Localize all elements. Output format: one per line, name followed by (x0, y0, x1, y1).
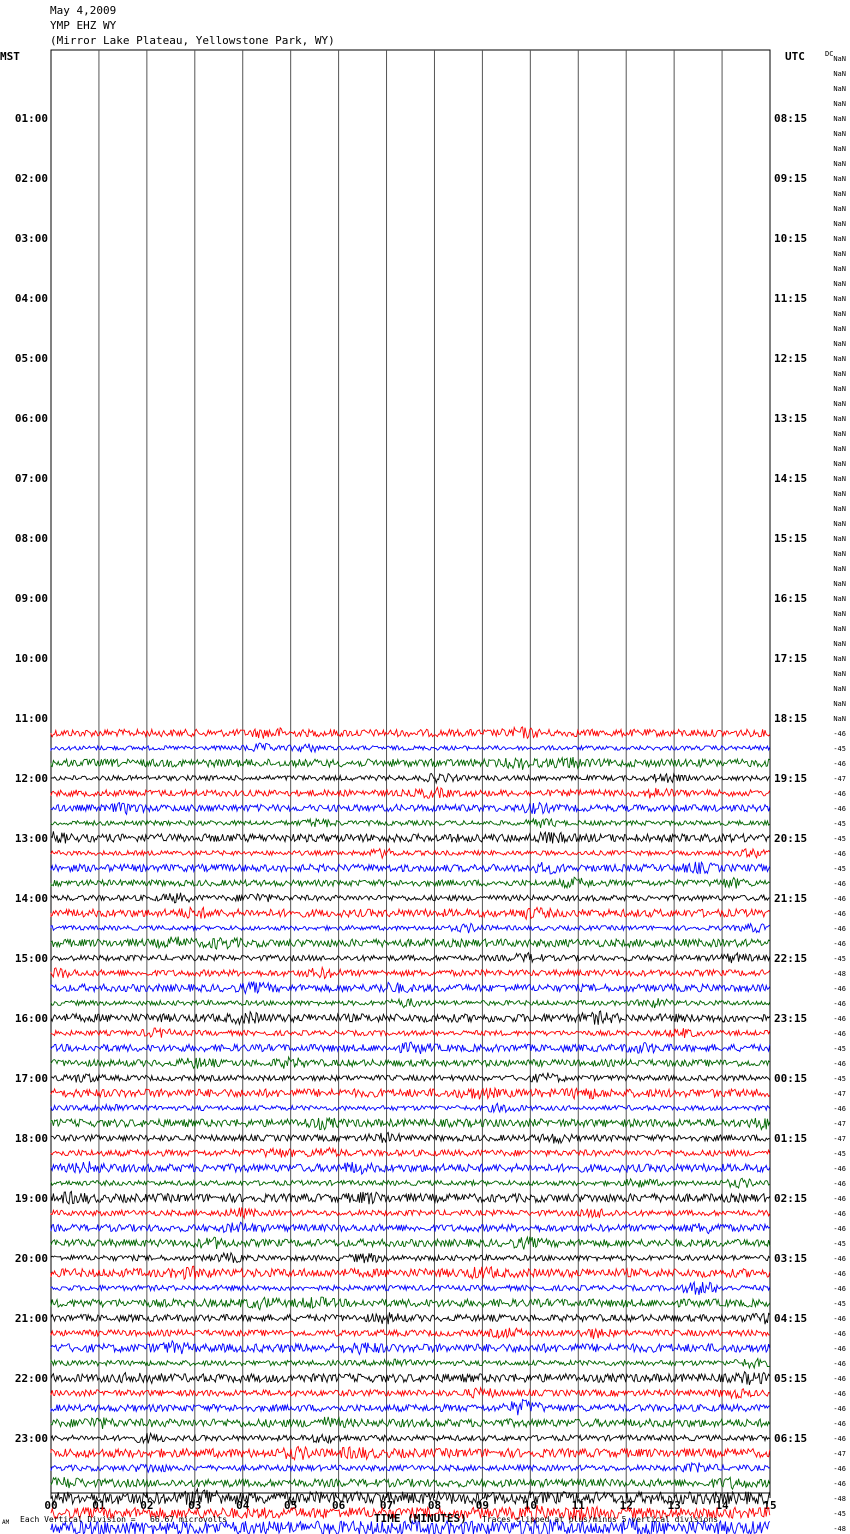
dc-offset-label: NaN (833, 460, 846, 468)
seismic-trace (51, 1359, 770, 1369)
x-tick-label: 04 (236, 1499, 250, 1512)
x-tick-label: 11 (571, 1499, 585, 1512)
x-tick-label: 15 (763, 1499, 777, 1512)
mst-hour-label: 05:00 (14, 352, 48, 365)
dc-offset-label: -45 (833, 820, 846, 828)
seismic-trace (51, 803, 770, 815)
dc-offset-label: NaN (833, 85, 846, 93)
utc-hour-label: 21:15 (774, 892, 808, 905)
utc-hour-label: 11:15 (774, 292, 808, 305)
utc-label: UTC (785, 50, 805, 63)
dc-offset-label: -46 (833, 790, 846, 798)
dc-offset-label: -46 (833, 1030, 846, 1038)
utc-hour-label: 10:15 (774, 232, 808, 245)
dc-offset-label: -46 (833, 1360, 846, 1368)
seismic-trace (51, 1191, 770, 1204)
seismic-trace (51, 1132, 770, 1143)
dc-offset-label: -46 (833, 1270, 846, 1278)
clip-note: Traces clipped at plus/minus 5 vertical divisions (482, 1515, 719, 1524)
dc-offset-label: NaN (833, 250, 846, 258)
utc-hour-label: 12:15 (774, 352, 808, 365)
dc-offset-label: -47 (833, 775, 846, 783)
seismic-trace (51, 1400, 770, 1416)
seismic-trace (51, 757, 770, 770)
seismic-trace (51, 877, 770, 888)
dc-offset-label: -48 (833, 1495, 846, 1503)
mst-hour-label: 21:00 (14, 1312, 48, 1325)
dc-offset-label: NaN (833, 235, 846, 243)
dc-offset-label: -45 (833, 1300, 846, 1308)
dc-offset-label: NaN (833, 160, 846, 168)
mst-hour-label: 07:00 (14, 472, 48, 485)
dc-offset-label: -46 (833, 1180, 846, 1188)
dc-offset-label: -45 (833, 865, 846, 873)
dc-offset-label: NaN (833, 550, 846, 558)
dc-offset-label: -48 (833, 1525, 846, 1533)
dc-offset-label: -46 (833, 1480, 846, 1488)
dc-offset-label: -46 (833, 1435, 846, 1443)
utc-hour-label: 08:15 (774, 112, 808, 125)
seismic-trace (51, 1028, 770, 1038)
dc-offset-label: NaN (833, 490, 846, 498)
dc-offset-label: -46 (833, 1345, 846, 1353)
dc-offset-label: NaN (833, 655, 846, 663)
dc-offset-label: -45 (833, 955, 846, 963)
dc-offset-label: NaN (833, 580, 846, 588)
x-tick-label: 06 (331, 1499, 346, 1512)
dc-offset-label: NaN (833, 100, 846, 108)
seismic-trace (51, 1417, 770, 1429)
seismic-trace (51, 982, 770, 994)
seismic-trace (51, 893, 770, 903)
seismic-trace (51, 1297, 770, 1310)
dc-offset-label: -47 (833, 1450, 846, 1458)
seismic-trace (51, 1118, 770, 1130)
dc-offset-label: -46 (833, 1015, 846, 1023)
dc-offset-label: NaN (833, 115, 846, 123)
seismic-trace (51, 1237, 770, 1250)
utc-hour-label: 09:15 (774, 172, 808, 185)
dc-offset-label: -46 (833, 1225, 846, 1233)
dc-offset-label: NaN (833, 280, 846, 288)
dc-offset-label: -47 (833, 1135, 846, 1143)
seismic-trace (51, 1433, 770, 1443)
x-tick-label: 14 (715, 1499, 729, 1512)
seismic-trace (51, 1282, 770, 1295)
dc-offset-label: NaN (833, 265, 846, 273)
mst-hour-label: 08:00 (14, 532, 48, 545)
dc-offset-label: NaN (833, 595, 846, 603)
dc-offset-label: -46 (833, 805, 846, 813)
seismic-trace (51, 1161, 770, 1174)
dc-offset-label: -48 (833, 970, 846, 978)
utc-hour-label: 16:15 (774, 592, 808, 605)
seismic-trace (51, 1312, 770, 1324)
dc-offset-label: NaN (833, 685, 846, 693)
dc-offset-label: -45 (833, 1075, 846, 1083)
seismic-trace (51, 1388, 770, 1399)
seismic-trace (51, 967, 770, 978)
seismic-trace (51, 1489, 770, 1507)
dc-offset-label: NaN (833, 310, 846, 318)
seismic-trace (51, 787, 770, 798)
dc-offset-label: -46 (833, 925, 846, 933)
dc-offset-label: -46 (833, 985, 846, 993)
utc-hour-label: 03:15 (774, 1252, 808, 1265)
seismic-trace (51, 923, 770, 933)
dc-offset-label: -45 (833, 1150, 846, 1158)
station-location: (Mirror Lake Plateau, Yellowstone Park, WY) (50, 34, 335, 47)
dc-offset-label: NaN (833, 475, 846, 483)
dc-offset-label: NaN (833, 625, 846, 633)
dc-offset-label: NaN (833, 325, 846, 333)
x-tick-label: 12 (619, 1499, 633, 1512)
mst-hour-label: 18:00 (14, 1132, 48, 1145)
mst-hour-label: 12:00 (14, 772, 48, 785)
utc-hour-label: 04:15 (774, 1312, 808, 1325)
dc-offset-label: -46 (833, 1165, 846, 1173)
utc-hour-label: 06:15 (774, 1432, 808, 1445)
dc-offset-label: -45 (833, 745, 846, 753)
seismic-trace (51, 727, 770, 739)
x-axis-title: TIME (MINUTES) (374, 1512, 467, 1525)
dc-offset-label: NaN (833, 445, 846, 453)
dc-offset-label: NaN (833, 295, 846, 303)
x-tick-label: 03 (188, 1499, 202, 1512)
seismic-trace (51, 743, 770, 752)
mst-hour-label: 13:00 (14, 832, 48, 845)
dc-offset-label: -46 (833, 1210, 846, 1218)
dc-offset-label: -45 (833, 1045, 846, 1053)
seismic-trace (51, 1222, 770, 1233)
seismic-trace (51, 937, 770, 950)
dc-offset-label: NaN (833, 220, 846, 228)
seismic-trace (51, 1088, 770, 1099)
mst-hour-label: 10:00 (14, 652, 48, 665)
dc-offset-label: NaN (833, 505, 846, 513)
seismic-trace (51, 1477, 770, 1489)
dc-offset-label: NaN (833, 640, 846, 648)
dc-offset-label: NaN (833, 175, 846, 183)
utc-hour-label: 05:15 (774, 1372, 808, 1385)
mst-hour-label: 02:00 (14, 172, 48, 185)
mst-hour-label: 09:00 (14, 592, 48, 605)
seismic-trace (51, 1042, 770, 1054)
utc-hour-label: 17:15 (774, 652, 808, 665)
seismic-trace (51, 1463, 770, 1473)
dc-offset-label: NaN (833, 190, 846, 198)
dc-offset-label: -46 (833, 1405, 846, 1413)
seismic-trace (51, 862, 770, 874)
dc-offset-label: NaN (833, 145, 846, 153)
dc-offset-label: -46 (833, 1255, 846, 1263)
dc-offset-label: -46 (833, 1000, 846, 1008)
dc-offset-label: NaN (833, 370, 846, 378)
x-tick-label: 02 (140, 1499, 154, 1512)
dc-offset-label: NaN (833, 520, 846, 528)
utc-hour-label: 22:15 (774, 952, 808, 965)
mst-hour-label: 23:00 (14, 1432, 48, 1445)
x-tick-label: 09 (475, 1499, 490, 1512)
seismic-trace (51, 907, 770, 919)
dc-offset-label: -46 (833, 730, 846, 738)
dc-offset-label: NaN (833, 415, 846, 423)
dc-offset-label: -46 (833, 1060, 846, 1068)
seismic-trace (51, 1148, 770, 1158)
dc-offset-label: -46 (833, 850, 846, 858)
dc-offset-label: -46 (833, 940, 846, 948)
x-tick-label: 10 (523, 1499, 537, 1512)
dc-label: DC (825, 50, 834, 58)
dc-offset-label: -46 (833, 1285, 846, 1293)
dc-offset-label: NaN (833, 55, 846, 63)
dc-offset-label: NaN (833, 715, 846, 723)
corner-mark: AM (2, 1519, 10, 1526)
utc-hour-label: 14:15 (774, 472, 808, 485)
seismic-trace (51, 1103, 770, 1112)
dc-offset-label: -46 (833, 910, 846, 918)
dc-offset-label: NaN (833, 70, 846, 78)
dc-offset-label: NaN (833, 400, 846, 408)
dc-offset-label: NaN (833, 565, 846, 573)
dc-offset-label: -46 (833, 1330, 846, 1338)
seismic-trace (51, 1207, 770, 1218)
mst-hour-label: 14:00 (14, 892, 48, 905)
chart-date: May 4,2009 (50, 4, 117, 17)
dc-offset-label: NaN (833, 355, 846, 363)
seismic-trace (51, 1341, 770, 1355)
dc-offset-label: -46 (833, 1420, 846, 1428)
x-tick-label: 13 (667, 1499, 681, 1512)
mst-hour-label: 19:00 (14, 1192, 48, 1205)
seismic-trace (51, 1372, 770, 1385)
dc-offset-label: -46 (833, 1315, 846, 1323)
mst-hour-label: 04:00 (14, 292, 48, 305)
plot-frame (51, 50, 770, 1493)
mst-hour-label: 22:00 (14, 1372, 48, 1385)
seismic-trace (51, 1266, 770, 1279)
dc-offset-label: NaN (833, 700, 846, 708)
utc-hour-label: 15:15 (774, 532, 808, 545)
mst-hour-label: 17:00 (14, 1072, 48, 1085)
dc-offset-label: -45 (833, 1510, 846, 1518)
utc-hour-label: 00:15 (774, 1072, 808, 1085)
mst-hour-label: 15:00 (14, 952, 48, 965)
dc-offset-label: NaN (833, 430, 846, 438)
dc-offset-label: -46 (833, 880, 846, 888)
station-code: YMP EHZ WY (50, 19, 117, 32)
dc-offset-label: -46 (833, 760, 846, 768)
seismic-trace (51, 998, 770, 1008)
dc-offset-label: -47 (833, 1090, 846, 1098)
seismic-trace (51, 1328, 770, 1339)
utc-hour-label: 18:15 (774, 712, 808, 725)
vertical-scale-note: Each Vertical Division = 66.67 microvolts (20, 1515, 228, 1524)
seismic-trace (51, 819, 770, 828)
dc-offset-label: -46 (833, 1390, 846, 1398)
seismic-trace (51, 831, 770, 843)
utc-hour-label: 02:15 (774, 1192, 808, 1205)
x-tick-label: 05 (284, 1499, 298, 1512)
mst-hour-label: 16:00 (14, 1012, 48, 1025)
dc-offset-label: -45 (833, 1240, 846, 1248)
dc-offset-label: NaN (833, 130, 846, 138)
seismic-trace (51, 1447, 770, 1460)
dc-offset-label: -46 (833, 1375, 846, 1383)
utc-hour-label: 20:15 (774, 832, 808, 845)
mst-label: MST (0, 50, 20, 63)
dc-offset-label: -46 (833, 1195, 846, 1203)
utc-hour-label: 19:15 (774, 772, 808, 785)
mst-hour-label: 06:00 (14, 412, 48, 425)
x-tick-label: 07 (379, 1499, 394, 1512)
dc-offset-label: NaN (833, 385, 846, 393)
seismic-trace (51, 1178, 770, 1188)
mst-hour-label: 01:00 (14, 112, 48, 125)
utc-hour-label: 01:15 (774, 1132, 808, 1145)
dc-offset-label: NaN (833, 205, 846, 213)
seismic-trace (51, 1011, 770, 1025)
dc-offset-label: -46 (833, 1465, 846, 1473)
dc-offset-label: -46 (833, 1105, 846, 1113)
seismic-trace (51, 1073, 770, 1083)
seismic-trace (51, 774, 770, 783)
dc-offset-label: -45 (833, 835, 846, 843)
seismic-trace (51, 1253, 770, 1263)
dc-offset-label: NaN (833, 670, 846, 678)
utc-hour-label: 23:15 (774, 1012, 808, 1025)
dc-offset-label: -46 (833, 895, 846, 903)
seismic-trace (51, 1057, 770, 1069)
mst-hour-label: 03:00 (14, 232, 48, 245)
dc-offset-label: NaN (833, 610, 846, 618)
x-tick-label: 01 (92, 1499, 106, 1512)
mst-hour-label: 11:00 (14, 712, 48, 725)
seismic-trace (51, 953, 770, 963)
seismic-trace (51, 849, 770, 859)
utc-hour-label: 13:15 (774, 412, 808, 425)
dc-offset-label: NaN (833, 340, 846, 348)
dc-offset-label: NaN (833, 535, 846, 543)
dc-offset-label: -47 (833, 1120, 846, 1128)
mst-hour-label: 20:00 (14, 1252, 48, 1265)
x-tick-label: 00 (44, 1499, 58, 1512)
x-tick-label: 08 (427, 1499, 442, 1512)
